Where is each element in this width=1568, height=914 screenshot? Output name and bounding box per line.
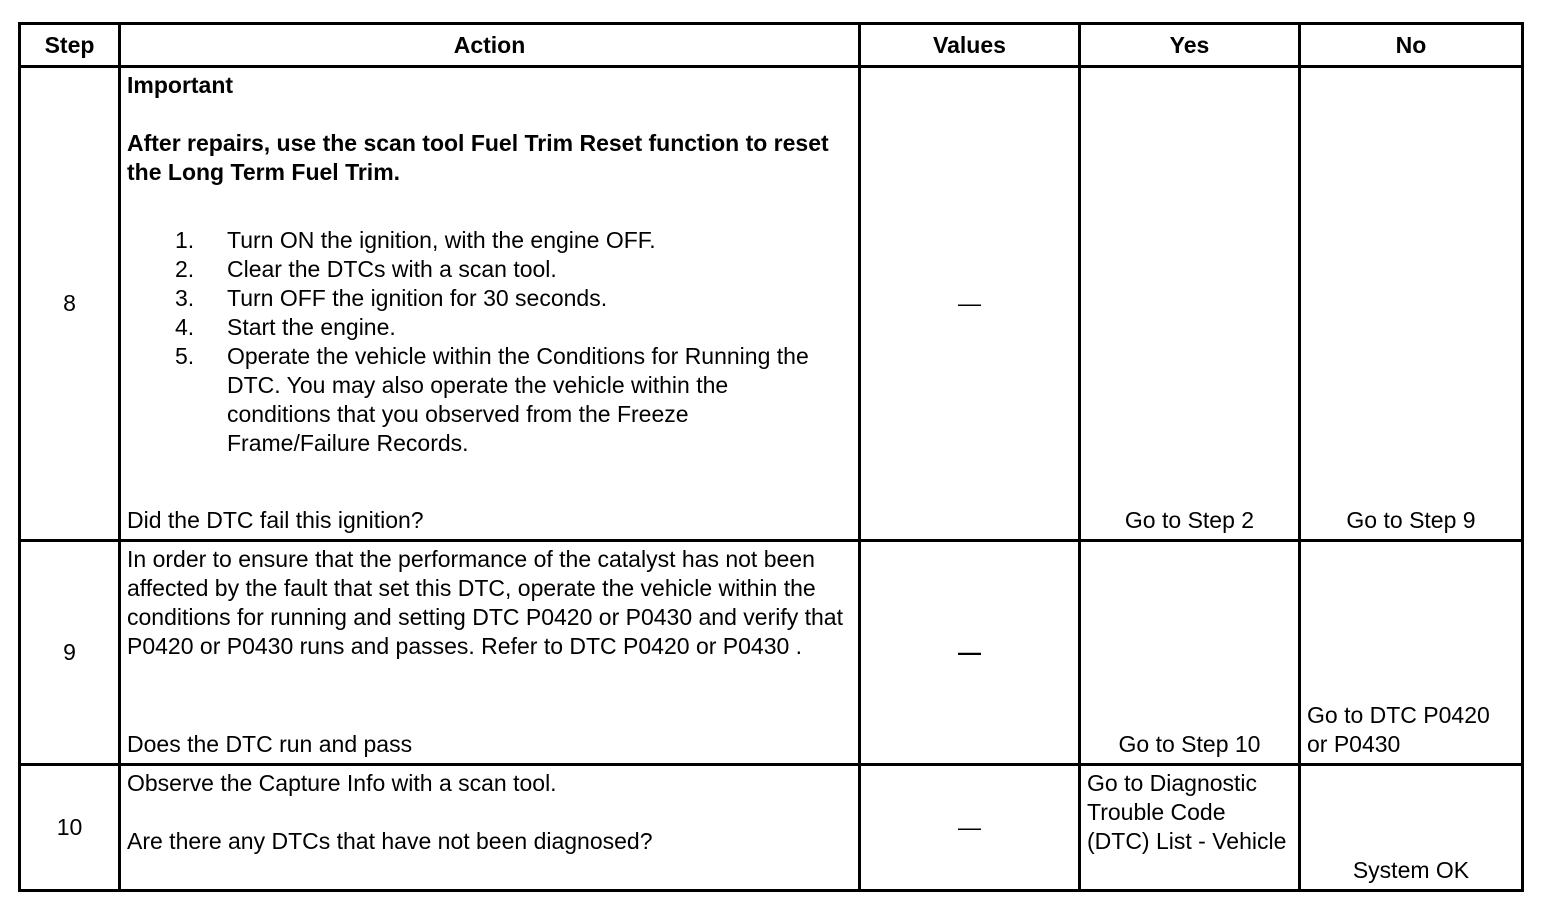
question-text: Did the DTC fail this ignition?	[127, 507, 424, 533]
header-yes: Yes	[1080, 24, 1300, 67]
header-action: Action	[120, 24, 860, 67]
values-dash: —	[958, 290, 981, 316]
important-text: After repairs, use the scan tool Fuel Trim Reset function to reset the Long Term Fuel Trim.	[127, 130, 829, 185]
values-cell	[860, 541, 1080, 765]
step-number: 8	[20, 67, 120, 541]
values-cell	[860, 765, 1080, 891]
important-label: Important	[127, 72, 234, 98]
yes-cell	[1080, 765, 1300, 891]
yes-link[interactable]: Go to Step 10	[1118, 731, 1261, 757]
step-number: 9	[20, 541, 120, 765]
header-row	[20, 24, 1523, 67]
step-number: 10	[20, 765, 120, 891]
list-item: 4. Start the engine.	[175, 314, 396, 340]
action-cell	[120, 541, 860, 765]
values-cell	[860, 67, 1080, 541]
table-row-step-8	[20, 67, 1523, 541]
no-cell	[1300, 67, 1523, 541]
question-text: Does the DTC run and pass	[127, 731, 413, 757]
no-cell	[1300, 765, 1523, 891]
no-link[interactable]: Go to DTC P0420 or P0430	[1307, 702, 1490, 757]
yes-link[interactable]: Go to Diagnostic Trouble Code (DTC) List - Vehicle	[1087, 770, 1287, 854]
no-link[interactable]: System OK	[1352, 857, 1470, 883]
procedure-list	[127, 226, 852, 458]
header-values: Values	[860, 24, 1080, 67]
no-link[interactable]: Go to Step 9	[1346, 507, 1476, 533]
yes-link[interactable]: Go to Step 2	[1124, 507, 1255, 533]
action-cell	[120, 765, 860, 891]
header-step: Step	[20, 24, 120, 67]
list-item: 3. Turn OFF the ignition for 30 seconds.	[175, 285, 608, 311]
values-dash: —	[958, 639, 981, 665]
table-row-step-9	[20, 541, 1523, 765]
header-no: No	[1300, 24, 1523, 67]
yes-cell	[1080, 541, 1300, 765]
table-row-step-10	[20, 765, 1523, 891]
action-cell	[120, 67, 860, 541]
action-text: In order to ensure that the performance of the catalyst has not been affected by the fault that set this DTC, operate the vehicle within the conditions for running and setting DTC P0420 or P0430 and verify that P0420 or P0430 runs and passes. Refer to DTC P0420 or P0430 .	[127, 546, 843, 659]
action-text: Observe the Capture Info with a scan tool.	[127, 770, 557, 796]
list-item: 2. Clear the DTCs with a scan tool.	[175, 256, 557, 282]
list-item: 1. Turn ON the ignition, with the engine OFF.	[175, 227, 656, 253]
values-dash: —	[958, 814, 981, 840]
yes-cell	[1080, 67, 1300, 541]
no-cell	[1300, 541, 1523, 765]
diagnostic-table	[18, 22, 1524, 892]
question-text: Are there any DTCs that have not been diagnosed?	[127, 828, 653, 854]
list-item: 5. Operate the vehicle within the Conditions for Running the DTC. You may also operate the vehicle within the conditions that you observed from the Freeze Frame/Failure Records.	[175, 343, 809, 456]
